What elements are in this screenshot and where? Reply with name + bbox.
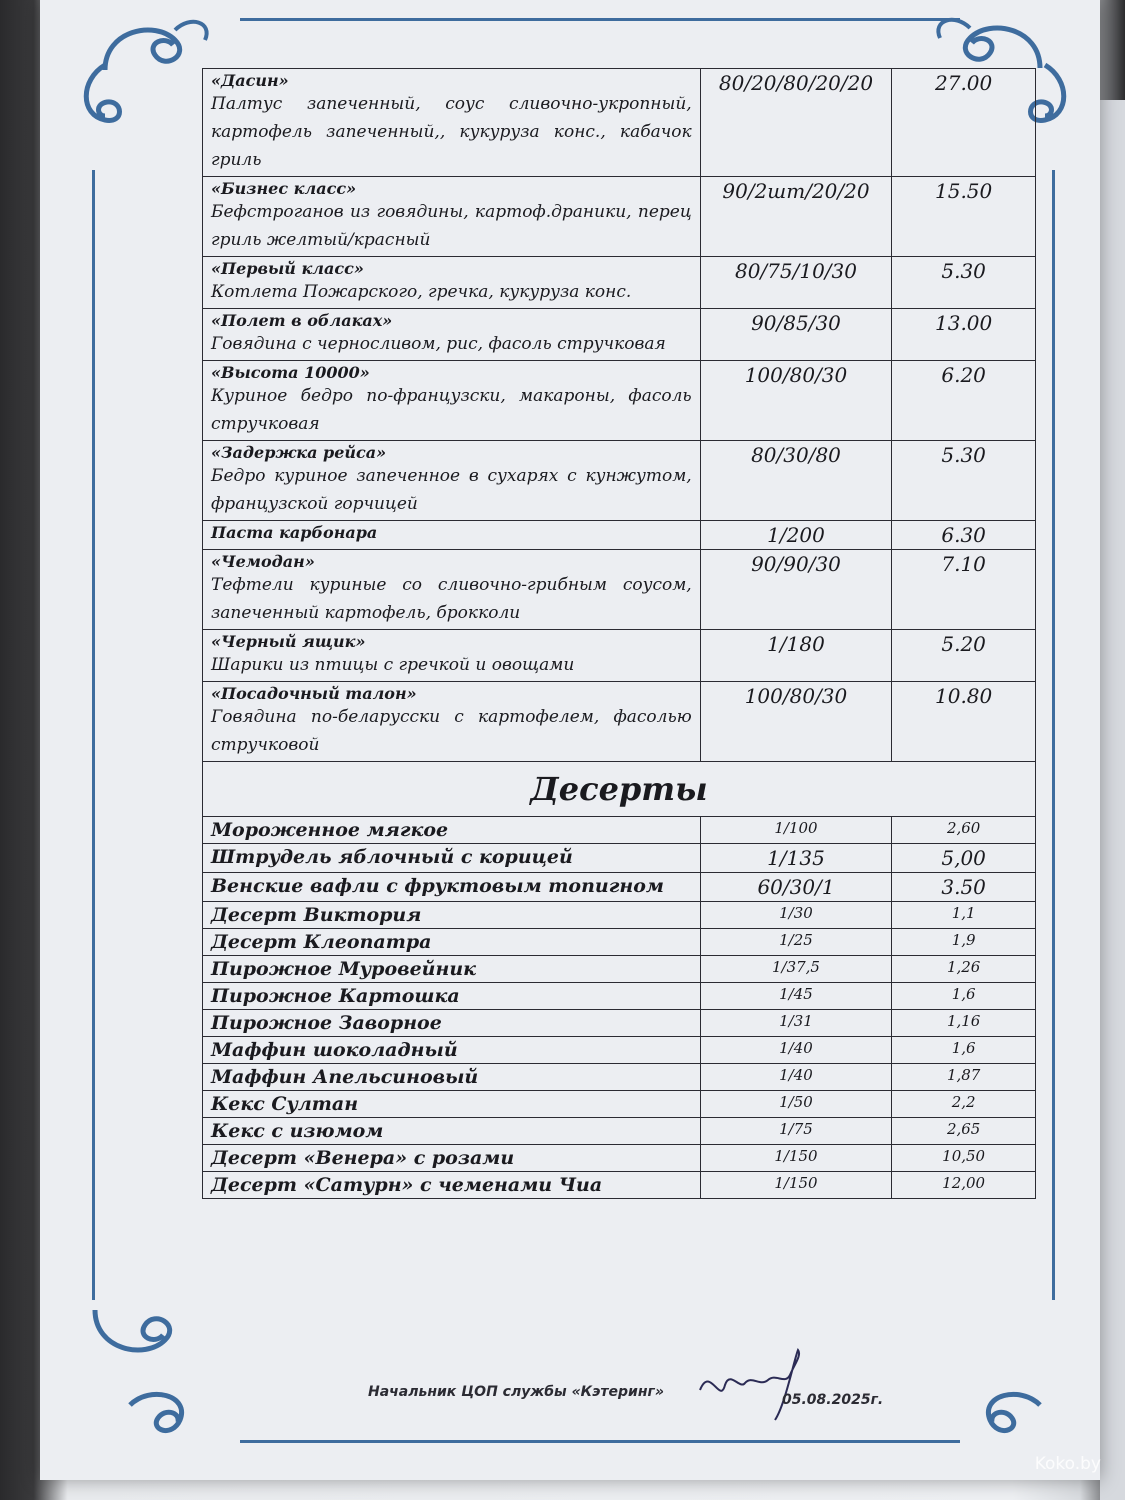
dessert-name: Штрудель яблочный с корицей: [203, 844, 701, 873]
dish-description: Бедро куриное запеченное в сухарях с кунжутом, французской горчицей: [211, 466, 692, 514]
menu-table: [202, 68, 1036, 1199]
dessert-row: [203, 1172, 1036, 1199]
corner-swirl-bottom-left-2: [120, 1390, 240, 1460]
dish-cell: [203, 682, 701, 762]
dessert-row: [203, 929, 1036, 956]
dessert-weight: 1/40: [700, 1037, 892, 1064]
dessert-name: Десерт «Венера» с розами: [203, 1145, 701, 1172]
dessert-row: [203, 956, 1036, 983]
main-dish-row: [203, 257, 1036, 309]
dessert-weight: 60/30/1: [700, 873, 892, 902]
dessert-price: 1,6: [892, 1037, 1036, 1064]
dish-weight: 100/80/30: [700, 682, 892, 762]
dish-name: «Чемодан»: [211, 552, 315, 571]
dessert-price: 1,16: [892, 1010, 1036, 1037]
dish-cell: [203, 257, 701, 309]
footer-date: 05.08.2025г.: [782, 1392, 884, 1408]
dessert-price: 12,00: [892, 1172, 1036, 1199]
dish-weight: 80/30/80: [700, 441, 892, 521]
dessert-row: [203, 1118, 1036, 1145]
desserts-section: [203, 817, 1036, 1199]
dish-price: 10.80: [892, 682, 1036, 762]
dessert-weight: 1/45: [700, 983, 892, 1010]
dish-name: «Посадочный талон»: [211, 684, 417, 703]
dessert-price: 10,50: [892, 1145, 1036, 1172]
dish-name: «Высота 10000»: [211, 363, 370, 382]
dish-cell: [203, 550, 701, 630]
dessert-row: [203, 1037, 1036, 1064]
dessert-weight: 1/25: [700, 929, 892, 956]
main-dish-row: [203, 682, 1036, 762]
dessert-row: [203, 1091, 1036, 1118]
dessert-row: [203, 844, 1036, 873]
dessert-name: Кекс Султан: [203, 1091, 701, 1118]
corner-swirl-bottom-right: [930, 1390, 1050, 1460]
dish-price: 5.30: [892, 441, 1036, 521]
dessert-row: [203, 817, 1036, 844]
dessert-weight: 1/75: [700, 1118, 892, 1145]
dish-price: 27.00: [892, 69, 1036, 177]
dish-name: «Дасин»: [211, 71, 289, 90]
dish-cell: [203, 69, 701, 177]
dessert-name: Венские вафли с фруктовым топигном: [203, 873, 701, 902]
dessert-name: Десерт Клеопатра: [203, 929, 701, 956]
frame-bottom-line: [240, 1440, 960, 1443]
dish-description: Бефстроганов из говядины, картоф.драники, перец гриль желтый/красный: [211, 202, 692, 250]
dessert-price: 1,9: [892, 929, 1036, 956]
dessert-row: [203, 983, 1036, 1010]
main-dish-row: [203, 630, 1036, 682]
desserts-title: Десерты: [203, 762, 1036, 817]
dessert-price: 2,2: [892, 1091, 1036, 1118]
dish-cell: [203, 630, 701, 682]
dish-name: «Первый класс»: [211, 259, 364, 278]
dessert-name: Кекс с изюмом: [203, 1118, 701, 1145]
mains-section: [203, 69, 1036, 762]
dish-description: Тефтели куриные со сливочно-грибным соусом, запеченный картофель, брокколи: [211, 575, 692, 623]
main-dish-row: [203, 521, 1036, 550]
dessert-name: Маффин Апельсиновый: [203, 1064, 701, 1091]
dessert-price: 2,60: [892, 817, 1036, 844]
dish-weight: 90/2шт/20/20: [700, 177, 892, 257]
dish-description: Куриное бедро по-французски, макароны, фасоль стручковая: [211, 386, 692, 434]
frame-left-line: [92, 170, 95, 1300]
footer-signer: Начальник ЦОП службы «Кэтеринг»: [368, 1384, 664, 1400]
dessert-name: Десерт Виктория: [203, 902, 701, 929]
dish-name: «Полет в облаках»: [211, 311, 393, 330]
dish-cell: [203, 361, 701, 441]
dessert-weight: 1/135: [700, 844, 892, 873]
desserts-header-section: [203, 762, 1036, 817]
dish-weight: 80/20/80/20/20: [700, 69, 892, 177]
main-dish-row: [203, 69, 1036, 177]
dessert-weight: 1/40: [700, 1064, 892, 1091]
main-dish-row: [203, 550, 1036, 630]
dish-price: 7.10: [892, 550, 1036, 630]
dish-name: Паста карбонара: [211, 523, 378, 542]
dish-weight: 80/75/10/30: [700, 257, 892, 309]
dish-cell: [203, 521, 701, 550]
desserts-header-row: [203, 762, 1036, 817]
dessert-name: Маффин шоколадный: [203, 1037, 701, 1064]
dish-description: Котлета Пожарского, гречка, кукуруза конс.: [211, 282, 632, 302]
dessert-name: Пирожное Заворное: [203, 1010, 701, 1037]
dessert-row: [203, 902, 1036, 929]
dessert-name: Пирожное Муровейник: [203, 956, 701, 983]
dessert-weight: 1/37,5: [700, 956, 892, 983]
dessert-weight: 1/100: [700, 817, 892, 844]
dessert-row: [203, 873, 1036, 902]
dish-price: 5.20: [892, 630, 1036, 682]
dish-weight: 100/80/30: [700, 361, 892, 441]
next-page-edge: [1100, 100, 1125, 1500]
dish-cell: [203, 309, 701, 361]
dessert-price: 2,65: [892, 1118, 1036, 1145]
dessert-price: 1,87: [892, 1064, 1036, 1091]
main-dish-row: [203, 441, 1036, 521]
dish-price: 15.50: [892, 177, 1036, 257]
dessert-name: Десерт «Сатурн» с чеменами Чиа: [203, 1172, 701, 1199]
main-dish-row: [203, 361, 1036, 441]
dish-weight: 90/90/30: [700, 550, 892, 630]
dish-name: «Бизнес класс»: [211, 179, 357, 198]
dish-description: Шарики из птицы с гречкой и овощами: [211, 655, 575, 675]
dessert-price: 1,26: [892, 956, 1036, 983]
frame-top-line: [240, 18, 960, 21]
dessert-weight: 1/31: [700, 1010, 892, 1037]
dessert-price: 3.50: [892, 873, 1036, 902]
dish-weight: 1/200: [700, 521, 892, 550]
dessert-row: [203, 1145, 1036, 1172]
dish-description: Палтус запеченный, соус сливочно-укропный, картофель запеченный,, кукуруза конс., кабачок гриль: [211, 94, 692, 170]
dish-name: «Задержка рейса»: [211, 443, 387, 462]
dessert-row: [203, 1064, 1036, 1091]
handwritten-signature: [690, 1345, 820, 1425]
corner-swirl-bottom-left: [85, 1300, 205, 1370]
dish-price: 13.00: [892, 309, 1036, 361]
dish-weight: 1/180: [700, 630, 892, 682]
dessert-price: 5,00: [892, 844, 1036, 873]
dish-price: 6.30: [892, 521, 1036, 550]
dish-cell: [203, 441, 701, 521]
side-swirl-left: [75, 60, 135, 180]
dish-description: Говядина с черносливом, рис, фасоль стручковая: [211, 334, 666, 354]
dessert-name: Мороженное мягкое: [203, 817, 701, 844]
watermark: Koko.by: [1034, 1454, 1101, 1474]
dessert-price: 1,1: [892, 902, 1036, 929]
dessert-name: Пирожное Картошка: [203, 983, 701, 1010]
dish-description: Говядина по-беларусски с картофелем, фасолью стручковой: [211, 707, 692, 755]
dish-weight: 90/85/30: [700, 309, 892, 361]
main-dish-row: [203, 177, 1036, 257]
dessert-price: 1,6: [892, 983, 1036, 1010]
dessert-weight: 1/30: [700, 902, 892, 929]
dish-name: «Черный ящик»: [211, 632, 366, 651]
dish-price: 5.30: [892, 257, 1036, 309]
dessert-row: [203, 1010, 1036, 1037]
dessert-weight: 1/150: [700, 1145, 892, 1172]
dessert-weight: 1/50: [700, 1091, 892, 1118]
frame-right-line: [1052, 170, 1055, 1300]
dessert-weight: 1/150: [700, 1172, 892, 1199]
main-dish-row: [203, 309, 1036, 361]
dish-price: 6.20: [892, 361, 1036, 441]
dish-cell: [203, 177, 701, 257]
